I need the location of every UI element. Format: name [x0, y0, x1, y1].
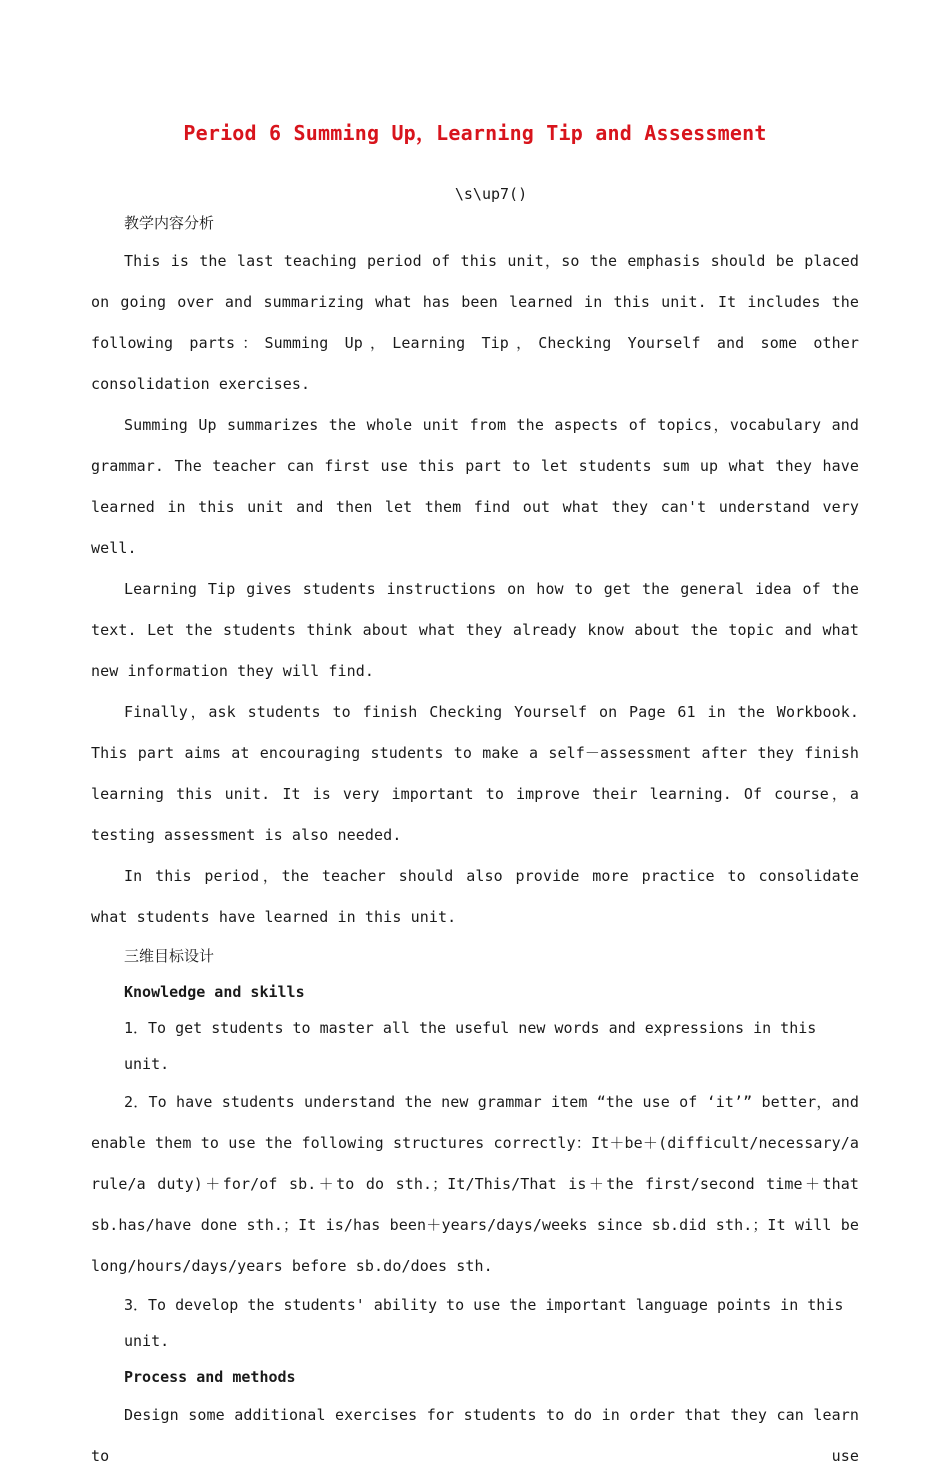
section-heading-analysis: 教学内容分析	[124, 214, 215, 232]
objective-item-2: 2．To have students understand the new grammar item “the use of ‘it’” better，and enable them to use the following structures correctly：It＋be＋(difficult/necessary/a rule/a duty)＋for/of sb.＋to do sth.；It/This/That is＋the first/second time＋that sb.has/have done sth.；It is/has been＋years/days/weeks since sb.did sth.；It will be long/hours/days/years before sb.do/does sth.	[91, 1093, 859, 1275]
section-heading-objectives: 三维目标设计	[124, 947, 215, 965]
field-code-text: \s\up7()	[454, 185, 528, 203]
paragraph-checking-yourself: Finally，ask students to finish Checking Yourself on Page 61 in the Workbook. This part aims at encouraging students to make a self－assessment after they finish learning this unit. It is very important to improve their learning. Of course，a testing assessment is also needed.	[91, 703, 859, 844]
paragraph-summing-up: Summing Up summarizes the whole unit from the aspects of topics，vocabulary and grammar. The teacher can first use this part to let students sum up what they have learned in this unit and then let them find out what they can't understand very well.	[91, 416, 859, 557]
objective-item-1: 1．To get students to master all the useful new words and expressions in this unit.	[124, 1019, 817, 1073]
paragraph-process-methods: Design some additional exercises for students to do in order that they can learn to use	[91, 1406, 859, 1465]
paragraph-intro: This is the last teaching period of this unit，so the emphasis should be placed on going over and summarizing what has been learned in this unit. It includes the following parts：Summing Up，Learning Tip，Checking Yourself and some other consolidation exercises.	[91, 252, 859, 393]
subheading-knowledge-skills: Knowledge and skills	[124, 983, 305, 1001]
paragraph-learning-tip: Learning Tip gives students instructions on how to get the general idea of the text. Let the students think about what they already know about the topic and what new information they will find.	[91, 580, 859, 680]
page-title: Period 6 Summing Up，Learning Tip and Assessment	[183, 121, 767, 145]
paragraph-practice: In this period，the teacher should also provide more practice to consolidate what students have learned in this unit.	[91, 867, 859, 926]
document-body	[91, 205, 859, 1477]
objective-item-3: 3．To develop the students' ability to use the important language points in this unit.	[124, 1296, 844, 1350]
subheading-process-methods: Process and methods	[124, 1368, 296, 1386]
